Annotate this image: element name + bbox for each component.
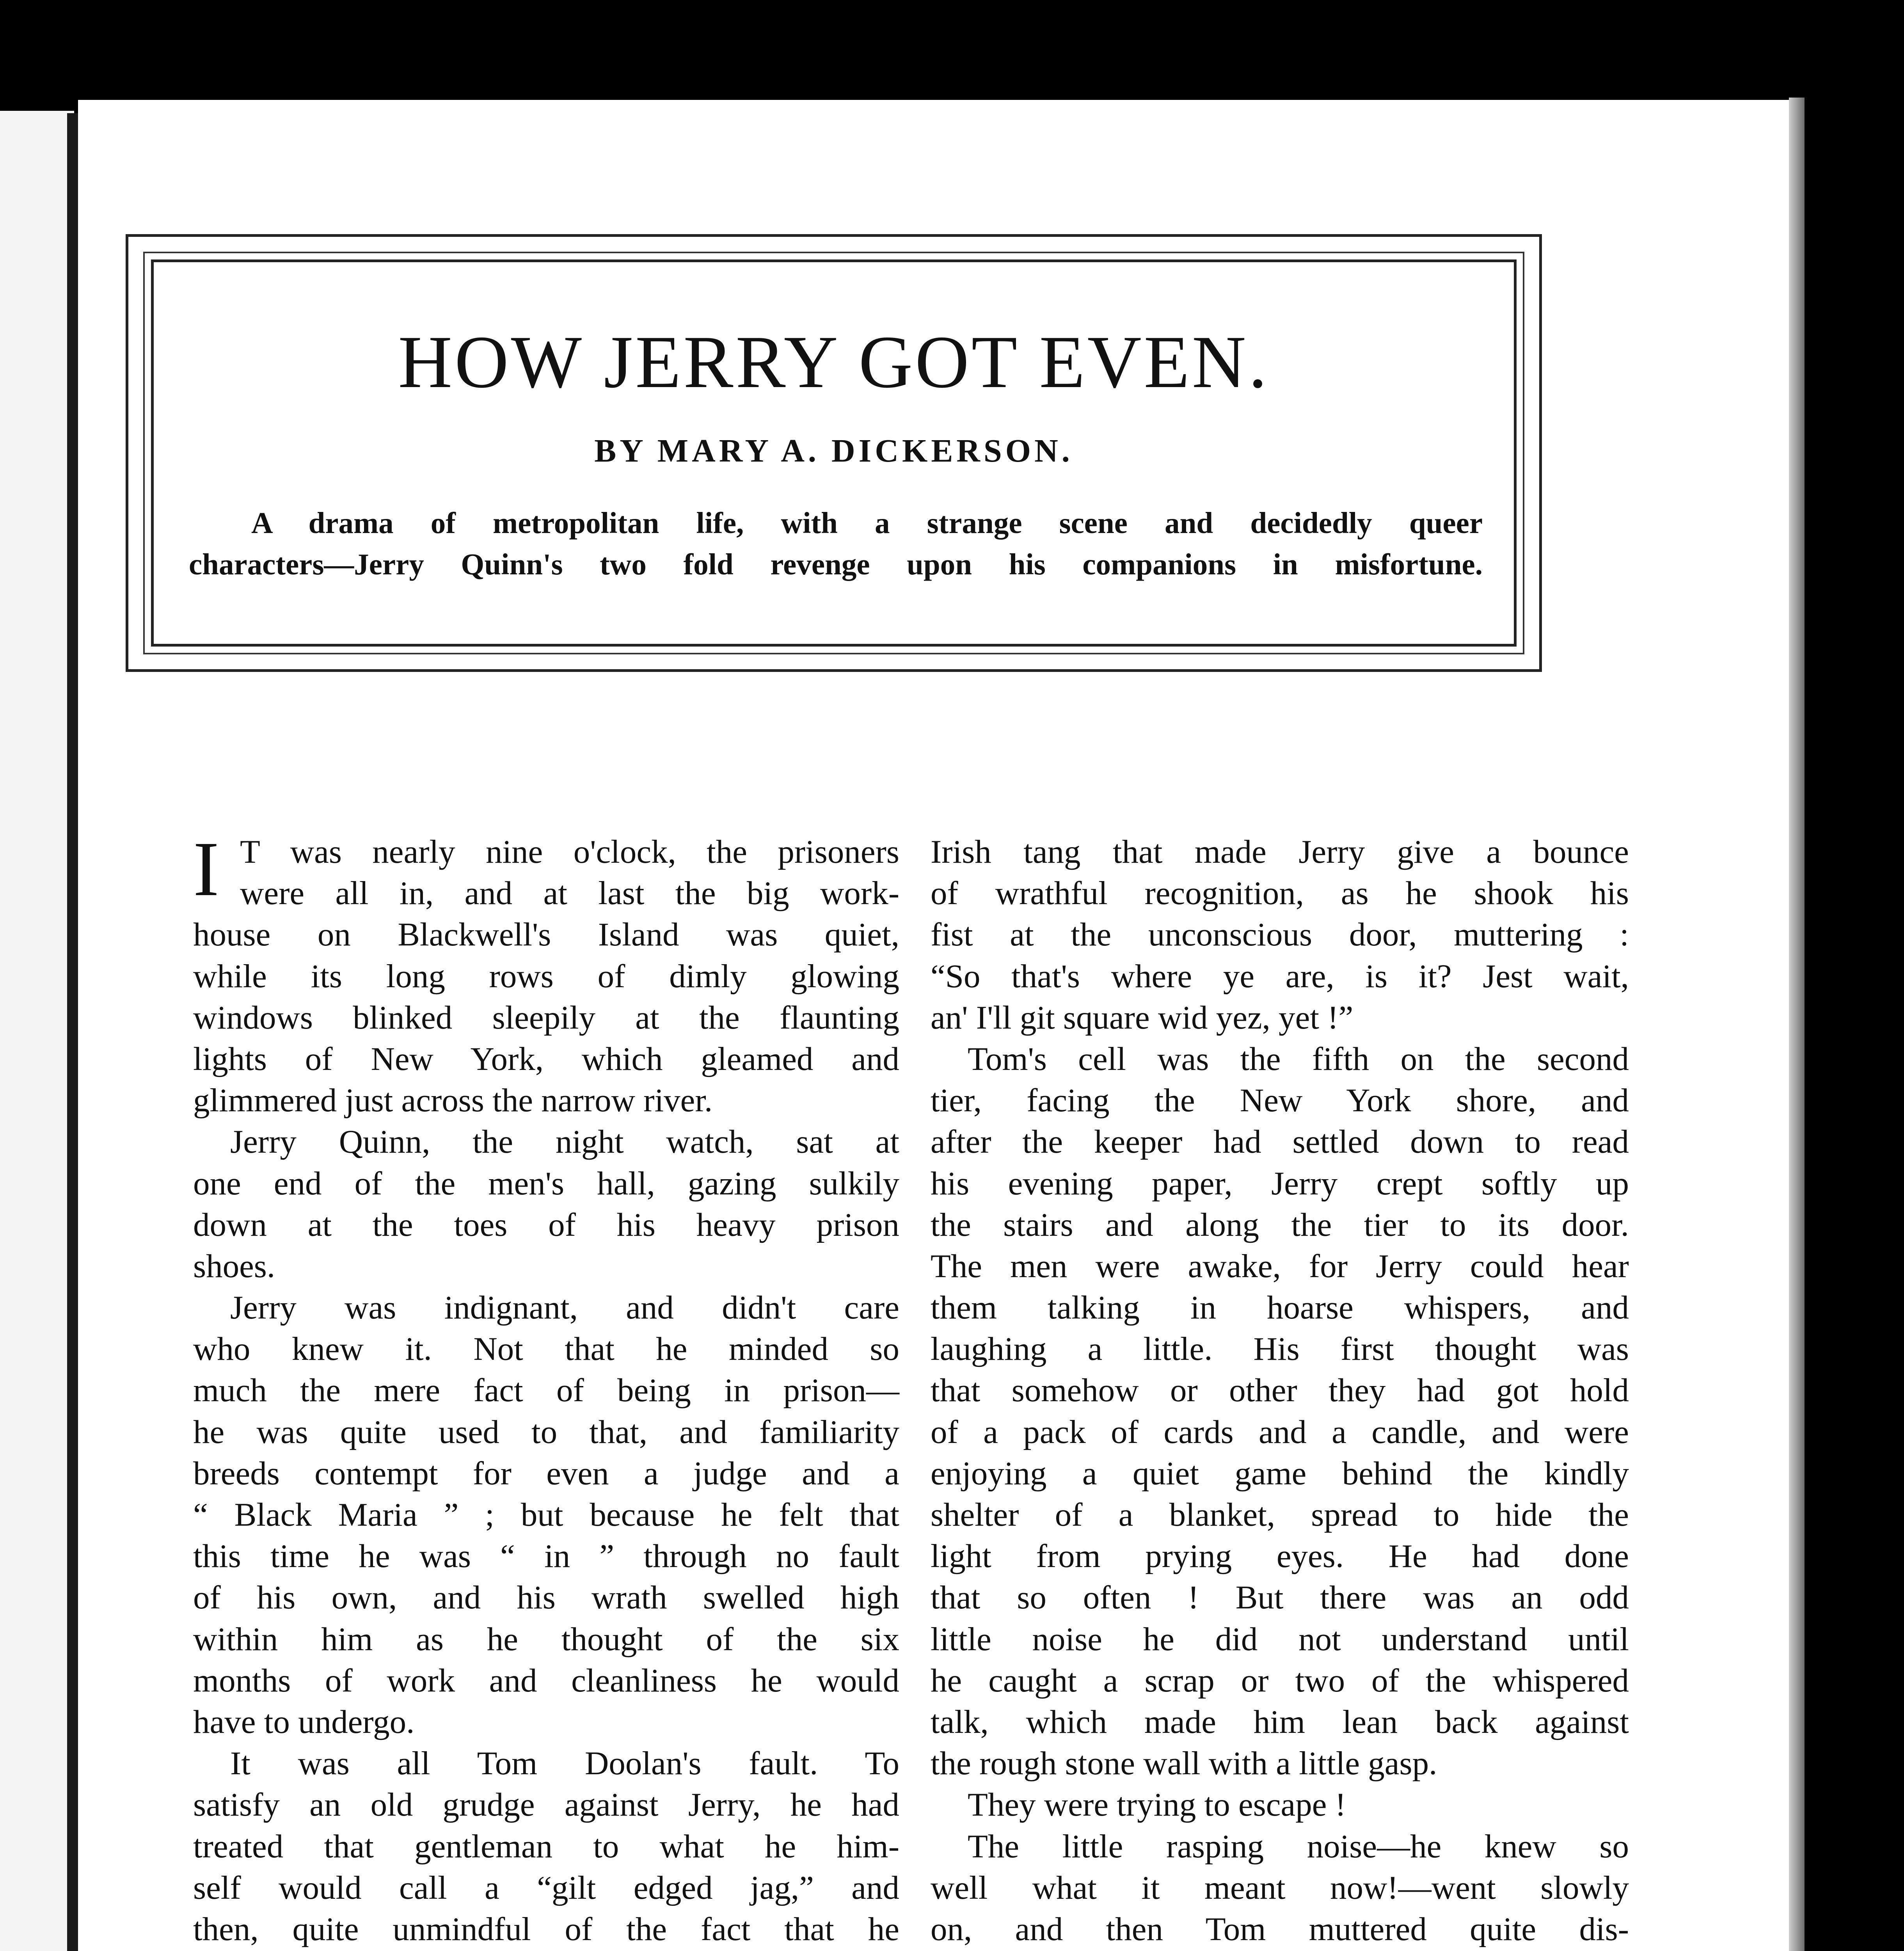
body-line: his evening paper, Jerry crept softly up bbox=[931, 1165, 1629, 1202]
body-line: The little rasping noise—he knew so bbox=[968, 1828, 1629, 1865]
body-line: It was all Tom Doolan's fault. To bbox=[230, 1745, 899, 1782]
article-deck bbox=[189, 502, 1483, 585]
body-line: on, and then Tom muttered quite dis- bbox=[931, 1910, 1629, 1947]
body-line: of a pack of cards and a candle, and were bbox=[931, 1413, 1629, 1450]
body-line: fist at the unconscious door, muttering : bbox=[931, 916, 1629, 953]
body-line-text: T was nearly nine o'clock, the prisoners bbox=[240, 833, 899, 870]
body-line: Tom's cell was the fifth on the second bbox=[968, 1040, 1629, 1077]
article-byline: BY MARY A. DICKERSON. bbox=[594, 433, 1073, 469]
text-column-left bbox=[193, 826, 899, 1951]
body-line: months of work and cleanliness he would bbox=[193, 1662, 899, 1699]
body-line: down at the toes of his heavy prison bbox=[193, 1206, 899, 1243]
body-line: the stairs and along the tier to its door. bbox=[931, 1206, 1629, 1243]
body-line: of wrathful recognition, as he shook his bbox=[931, 875, 1629, 912]
body-line: one end of the men's hall, gazing sulkily bbox=[193, 1165, 899, 1202]
body-line: lights of New York, which gleamed and bbox=[193, 1040, 899, 1077]
body-line: the rough stone wall with a little gasp. bbox=[931, 1745, 1437, 1782]
body-line: house on Blackwell's Island was quiet, bbox=[193, 916, 899, 953]
body-line: little noise he did not understand until bbox=[931, 1621, 1629, 1658]
body-line: that so often ! But there was an odd bbox=[931, 1579, 1629, 1616]
body-line: were all in, and at last the big work- bbox=[240, 875, 899, 912]
body-line: breeds contempt for even a judge and a bbox=[193, 1455, 899, 1492]
deck-line: A drama of metropolitan life, with a strange scene and decidedly queer bbox=[251, 506, 1483, 540]
body-line: an' I'll git square wid yez, yet !” bbox=[931, 999, 1353, 1036]
body-line: then, quite unmindful of the fact that he bbox=[193, 1910, 899, 1947]
body-line: They were trying to escape ! bbox=[968, 1786, 1346, 1823]
body-line: shoes. bbox=[193, 1247, 275, 1285]
body-line: much the mere fact of being in prison— bbox=[193, 1372, 899, 1409]
body-line: light from prying eyes. He had done bbox=[931, 1538, 1629, 1575]
body-line: enjoying a quiet game behind the kindly bbox=[931, 1455, 1629, 1492]
body-line: he caught a scrap or two of the whispered bbox=[931, 1662, 1629, 1699]
body-line: self would call a “gilt edged jag,” and bbox=[193, 1869, 899, 1906]
body-line: within him as he thought of the six bbox=[193, 1621, 899, 1658]
body-line: laughing a little. His first thought was bbox=[931, 1331, 1629, 1368]
body-line: glimmered just across the narrow river. bbox=[193, 1082, 713, 1119]
body-line: windows blinked sleepily at the flaunting bbox=[193, 999, 899, 1036]
body-line: satisfy an old grudge against Jerry, he had bbox=[193, 1786, 899, 1823]
deck-line: characters—Jerry Quinn's two fold revenge upon his companions in misfortune. bbox=[189, 547, 1483, 581]
text-column-right bbox=[931, 831, 1629, 1951]
body-line: them talking in hoarse whispers, and bbox=[931, 1289, 1629, 1326]
body-line: well what it meant now!—went slowly bbox=[931, 1869, 1629, 1906]
body-line: have to undergo. bbox=[193, 1703, 415, 1740]
body-line: who knew it. Not that he minded so bbox=[193, 1331, 899, 1368]
article-title: HOW JERRY GOT EVEN. bbox=[398, 320, 1270, 403]
body-line: that somehow or other they had got hold bbox=[931, 1372, 1629, 1409]
body-line: “So that's where ye are, is it? Jest wait, bbox=[931, 958, 1629, 995]
body-line: Jerry Quinn, the night watch, sat at bbox=[230, 1123, 899, 1160]
drop-cap: I bbox=[193, 826, 219, 912]
body-line: this time he was “ in ” through no fault bbox=[193, 1538, 899, 1575]
page-right-edge bbox=[1789, 98, 1805, 1951]
body-line: treated that gentleman to what he him- bbox=[193, 1828, 899, 1865]
body-line: Irish tang that made Jerry give a bounce bbox=[931, 833, 1629, 870]
body-line: Jerry was indignant, and didn't care bbox=[230, 1289, 899, 1326]
body-line: “ Black Maria ” ; but because he felt that bbox=[193, 1496, 899, 1533]
body-line: he was quite used to that, and familiarity bbox=[193, 1413, 899, 1450]
body-line: while its long rows of dimly glowing bbox=[193, 958, 899, 995]
body-line: of his own, and his wrath swelled high bbox=[193, 1579, 899, 1616]
body-line: after the keeper had settled down to read bbox=[931, 1123, 1629, 1160]
facing-page-edge bbox=[0, 111, 74, 1951]
body-line: talk, which made him lean back against bbox=[931, 1703, 1629, 1740]
body-line: shelter of a blanket, spread to hide the bbox=[931, 1496, 1629, 1533]
title-box bbox=[126, 234, 1542, 672]
body-line: tier, facing the New York shore, and bbox=[931, 1082, 1629, 1119]
body-line: The men were awake, for Jerry could hear bbox=[931, 1247, 1629, 1285]
